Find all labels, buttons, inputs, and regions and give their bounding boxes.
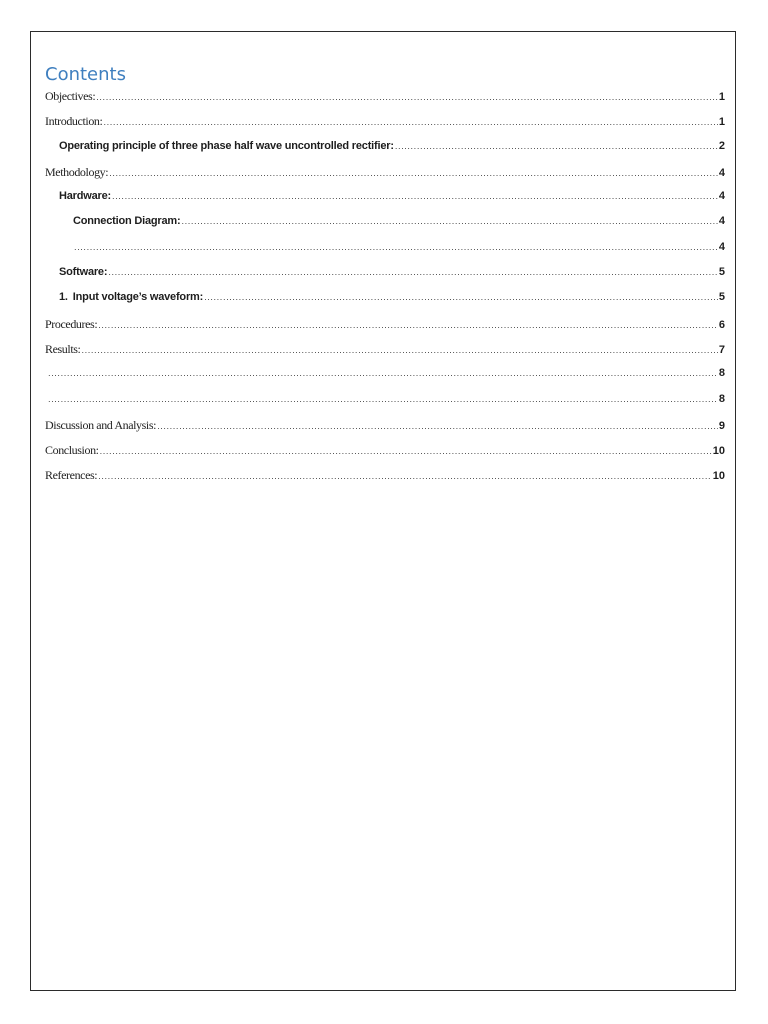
toc-entry-procedures[interactable] <box>31 317 737 342</box>
toc-entry-label: Introduction: <box>45 114 103 129</box>
dot-leader <box>81 346 717 355</box>
toc-entry-number: 1. <box>59 291 68 304</box>
dot-leader <box>48 369 718 378</box>
toc-page-number: 4 <box>718 240 725 253</box>
dot-leader <box>112 192 718 201</box>
toc-page-number: 4 <box>718 215 725 228</box>
toc-page-number: 10 <box>712 445 725 458</box>
toc-entry-label: Conclusion: <box>45 443 99 458</box>
dot-leader <box>98 472 712 481</box>
toc-entry-methodology[interactable] <box>31 165 737 190</box>
toc-heading: Contents <box>45 64 126 85</box>
toc-entry-label: Operating principle of three phase half wave uncontrolled rectifier: <box>59 139 394 152</box>
toc-entry-label: Discussion and Analysis: <box>45 417 157 432</box>
dot-leader <box>100 447 712 456</box>
dot-leader <box>48 395 718 404</box>
toc-entry-conclusion[interactable] <box>31 443 737 468</box>
toc-entry-input-voltage-waveform[interactable] <box>31 291 737 316</box>
toc-entry-hardware[interactable] <box>31 190 737 215</box>
dot-leader <box>181 217 717 226</box>
toc-entry-label: Methodology: <box>45 164 109 179</box>
toc-entry-label: Objectives: <box>45 89 96 103</box>
toc-page-number: 9 <box>718 419 725 432</box>
toc-page-number: 4 <box>718 190 725 203</box>
dot-leader <box>108 268 718 277</box>
dot-leader <box>98 321 718 330</box>
toc-page-number: 8 <box>718 367 725 380</box>
toc-entry-label: References: <box>45 468 98 483</box>
toc-entry-label: Software: <box>59 266 108 279</box>
toc-entry-blank[interactable] <box>31 393 737 418</box>
dot-leader <box>157 422 718 431</box>
toc-entry-discussion-and-analysis[interactable] <box>31 418 737 443</box>
toc-entry-introduction[interactable] <box>31 114 737 139</box>
toc-page-number: 7 <box>718 343 725 356</box>
toc-entry-label: Input voltage’s waveform: <box>72 291 204 304</box>
dot-leader <box>204 293 718 302</box>
toc-entry-results[interactable] <box>31 342 737 367</box>
toc-entry-label: Hardware: <box>59 190 111 203</box>
toc-page-number: 6 <box>718 318 725 331</box>
toc-entry-label: Connection Diagram: <box>73 215 181 228</box>
toc-entry-label: Procedures: <box>45 316 98 331</box>
toc-page-number: 5 <box>718 266 725 279</box>
toc-entry-connection-diagram[interactable] <box>31 215 737 240</box>
dot-leader <box>103 118 717 127</box>
toc-page-number: 4 <box>718 166 725 179</box>
toc-entry-blank[interactable] <box>31 367 737 392</box>
toc-page-number: 1 <box>718 91 725 103</box>
toc-page-number: 10 <box>712 470 725 483</box>
table-of-contents <box>31 89 737 494</box>
toc-entry-label: Results: <box>45 341 81 356</box>
dot-leader <box>96 93 718 102</box>
dot-leader <box>109 169 718 178</box>
document-page <box>30 31 736 991</box>
toc-page-number: 8 <box>718 392 725 405</box>
toc-page-number: 2 <box>718 139 725 152</box>
toc-entry-blank[interactable] <box>31 241 737 266</box>
toc-entry-references[interactable] <box>31 468 737 493</box>
toc-page-number: 1 <box>718 116 725 129</box>
toc-entry-software[interactable] <box>31 266 737 291</box>
toc-page-number: 5 <box>718 291 725 304</box>
toc-entry-objectives[interactable] <box>31 89 737 114</box>
dot-leader <box>74 243 718 252</box>
toc-entry-operating-principle[interactable] <box>31 140 737 165</box>
dot-leader <box>395 142 718 151</box>
